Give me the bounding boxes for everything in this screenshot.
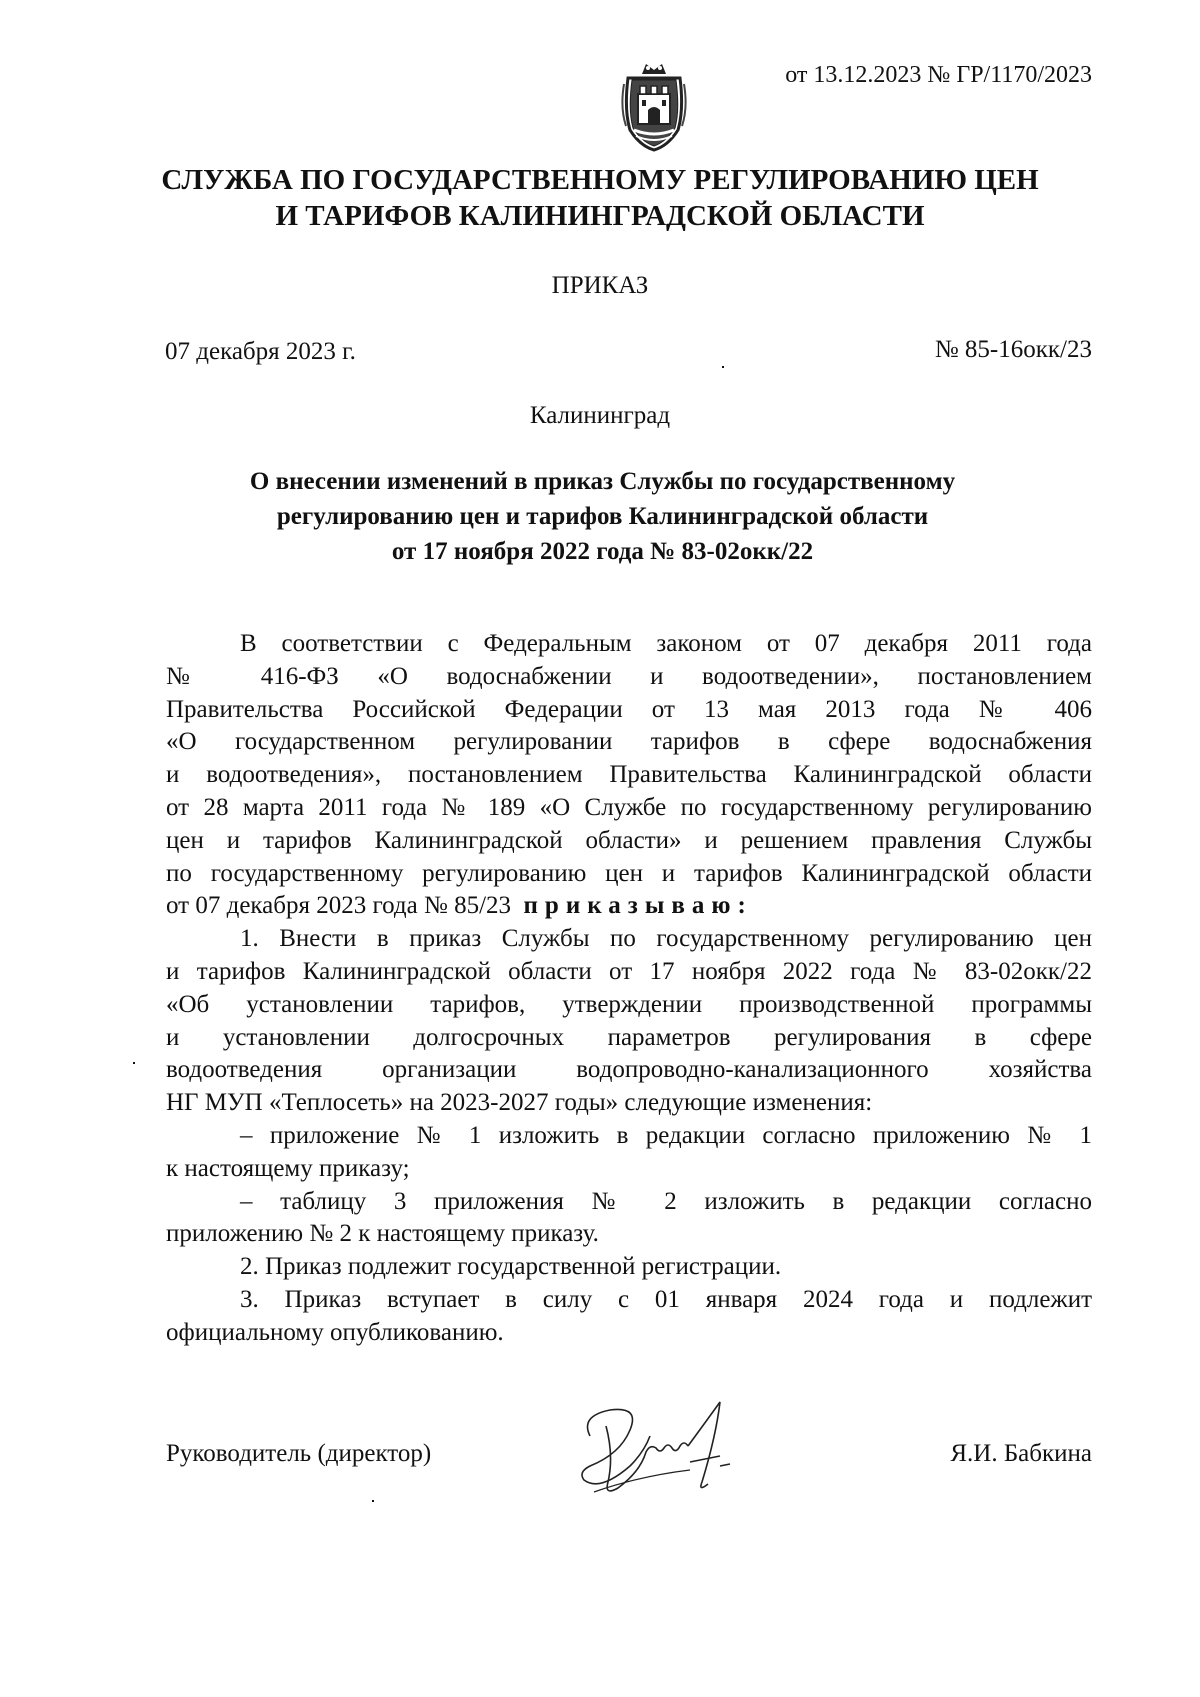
subject-line: регулированию цен и тарифов Калининградской области xyxy=(276,503,929,530)
body-line: 1. Внести в приказ Службы по государственному регулированию цен xyxy=(240,925,1092,953)
body-line: приложению № 2 к настоящему приказу. xyxy=(166,1220,599,1248)
body-line: № 416-ФЗ «О водоснабжении и водоотведении», постановлением xyxy=(166,662,1092,690)
subject-line: О внесении изменений в приказ Службы по государственному xyxy=(249,468,956,495)
organization-title xyxy=(0,162,1200,234)
preamble-last-text: от 07 декабря 2023 года № 85/23 xyxy=(166,892,512,920)
body-line: В соответствии с Федеральным законом от 07 декабря 2011 года xyxy=(240,630,1092,657)
body-line: и установлении долгосрочных параметров регулирования в сфере xyxy=(166,1023,1092,1051)
organization-title-line: СЛУЖБА ПО ГОСУДАРСТВЕННОМУ РЕГУЛИРОВАНИЮ ЦЕН xyxy=(161,164,1039,196)
body-line: и тарифов Калининградской области от 17 ноября 2022 года № 83-02окк/22 xyxy=(166,957,1092,985)
coat-of-arms-emblem xyxy=(620,60,688,152)
body-line: – таблицу 3 приложения № 2 изложить в редакции согласно xyxy=(240,1187,1092,1215)
body-line: и водоотведения», постановлением Правительства Калининградской области xyxy=(166,761,1092,789)
body-line: Правительства Российской Федерации от 13 мая 2013 года № 406 xyxy=(166,695,1092,723)
organization-title-line: И ТАРИФОВ КАЛИНИНГРАДСКОЙ ОБЛАСТИ xyxy=(275,200,925,232)
document-city: Калининград xyxy=(529,402,671,429)
subject-line: от 17 ноября 2022 года № 83-02окк/22 xyxy=(391,538,814,565)
body-line: официальному опубликованию. xyxy=(166,1318,504,1346)
body-line xyxy=(166,890,1092,923)
scan-speck xyxy=(372,1500,374,1502)
document-number: № 85-16окк/23 xyxy=(934,336,1092,363)
order-word: приказываю: xyxy=(523,892,753,920)
document-date: 07 декабря 2023 г. xyxy=(165,338,356,365)
handwritten-signature xyxy=(570,1396,760,1506)
body-line: 2. Приказ подлежит государственной регистрации. xyxy=(240,1253,782,1281)
body-line: «Об установлении тарифов, утверждении производственной программы xyxy=(166,990,1092,1018)
body-line: к настоящему приказу; xyxy=(166,1154,410,1182)
body-line: 3. Приказ вступает в силу с 01 января 2024 года и подлежит xyxy=(240,1285,1092,1313)
body-line: «О государственном регулировании тарифов в сфере водоснабжения xyxy=(166,728,1092,756)
body-line: – приложение № 1 изложить в редакции согласно приложению № 1 xyxy=(240,1121,1092,1149)
signer-position: Руководитель (директор) xyxy=(166,1440,432,1467)
document-subject xyxy=(180,464,1025,569)
registration-stamp: от 13.12.2023 № ГР/1170/2023 xyxy=(785,62,1092,88)
scan-speck xyxy=(722,366,724,368)
scan-speck xyxy=(133,1062,135,1064)
document-body xyxy=(166,628,1092,1350)
body-line: водоотведения организации водопроводно-канализационного хозяйства xyxy=(166,1056,1092,1084)
body-line: от 28 марта 2011 года № 189 «О Службе по государственному регулированию xyxy=(166,793,1092,821)
signer-name: Я.И. Бабкина xyxy=(950,1440,1092,1467)
body-line: цен и тарифов Калининградской области» и решением правления Службы xyxy=(166,826,1092,854)
document-type: ПРИКАЗ xyxy=(551,272,649,299)
body-line: по государственному регулированию цен и тарифов Калининградской области xyxy=(166,859,1092,887)
body-line: НГ МУП «Теплосеть» на 2023-2027 годы» следующие изменения: xyxy=(166,1089,873,1117)
